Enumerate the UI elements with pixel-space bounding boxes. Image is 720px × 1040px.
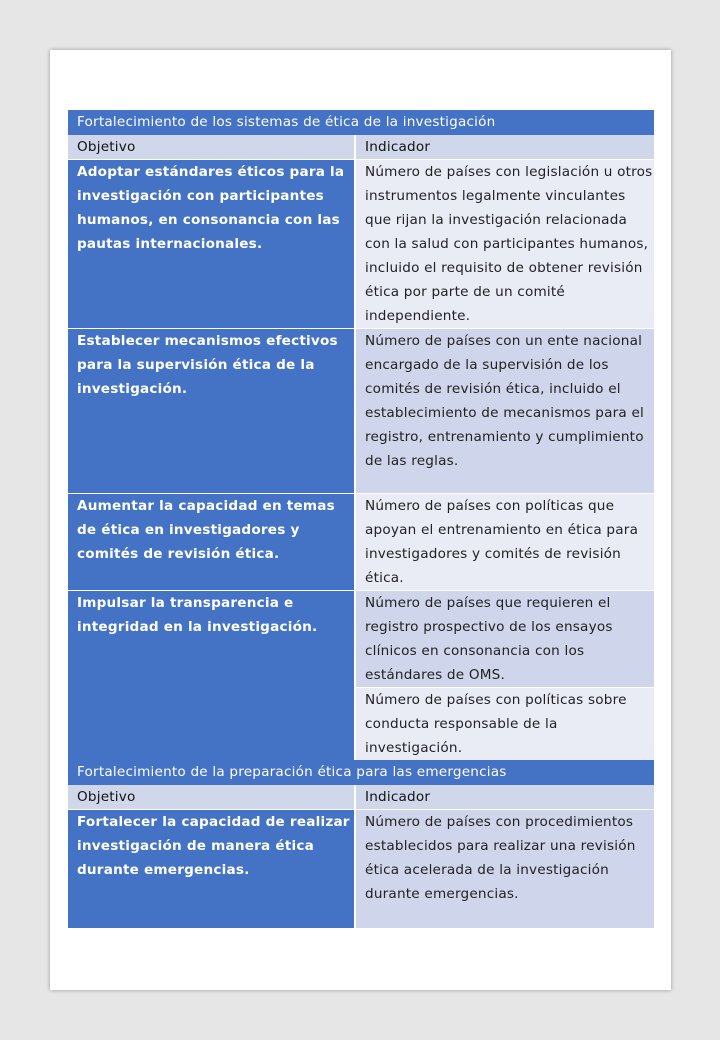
objective-cell: Adoptar estándares éticos para la investigación con participantes humanos, en consonancia con las pautas internacionales. xyxy=(68,159,355,328)
table-row xyxy=(68,493,654,590)
section-title: Fortalecimiento de los sistemas de ética de la investigación xyxy=(68,110,654,135)
table-row xyxy=(68,809,654,928)
indicator-cell: Número de países con políticas que apoyan el entrenamiento en ética para investigadores y comités de revisión ética. xyxy=(355,493,654,590)
objective-cell: Impulsar la transparencia e integridad en la investigación. xyxy=(68,590,355,760)
column-header-row xyxy=(68,785,654,809)
document-page xyxy=(50,50,671,990)
section-title-row xyxy=(68,110,654,135)
indicator-cell: Número de países con políticas sobre conducta responsable de la investigación. xyxy=(355,687,654,760)
objective-cell: Aumentar la capacidad en temas de ética en investigadores y comités de revisión ética. xyxy=(68,493,355,590)
indicator-cell: Número de países que requieren el registro prospectivo de los ensayos clínicos en consonancia con los estándares de OMS. xyxy=(355,590,654,687)
table-row xyxy=(68,328,654,493)
table-row xyxy=(68,590,654,687)
objective-header: Objetivo xyxy=(68,785,355,809)
objective-cell: Fortalecer la capacidad de realizar investigación de manera ética durante emergencias. xyxy=(68,809,355,928)
indicator-header: Indicador xyxy=(355,135,654,159)
indicator-cell: Número de países con legislación u otros instrumentos legalmente vinculantes que rijan la investigación relacionada con la salud con participantes humanos, incluido el requisito de obtener revisión ética por parte de un comité independiente. xyxy=(355,159,654,328)
section-title-row xyxy=(68,760,654,785)
ethics-objectives-table xyxy=(68,110,654,928)
table-row xyxy=(68,159,654,328)
objective-cell: Establecer mecanismos efectivos para la supervisión ética de la investigación. xyxy=(68,328,355,493)
objective-header: Objetivo xyxy=(68,135,355,159)
indicator-cell: Número de países con un ente nacional encargado de la supervisión de los comités de revisión ética, incluido el establecimiento de mecanismos para el registro, entrenamiento y cumplimiento de las reglas. xyxy=(355,328,654,493)
indicator-cell: Número de países con procedimientos establecidos para realizar una revisión ética acelerada de la investigación durante emergencias. xyxy=(355,809,654,928)
column-header-row xyxy=(68,135,654,159)
section-title: Fortalecimiento de la preparación ética para las emergencias xyxy=(68,760,654,785)
indicator-header: Indicador xyxy=(355,785,654,809)
